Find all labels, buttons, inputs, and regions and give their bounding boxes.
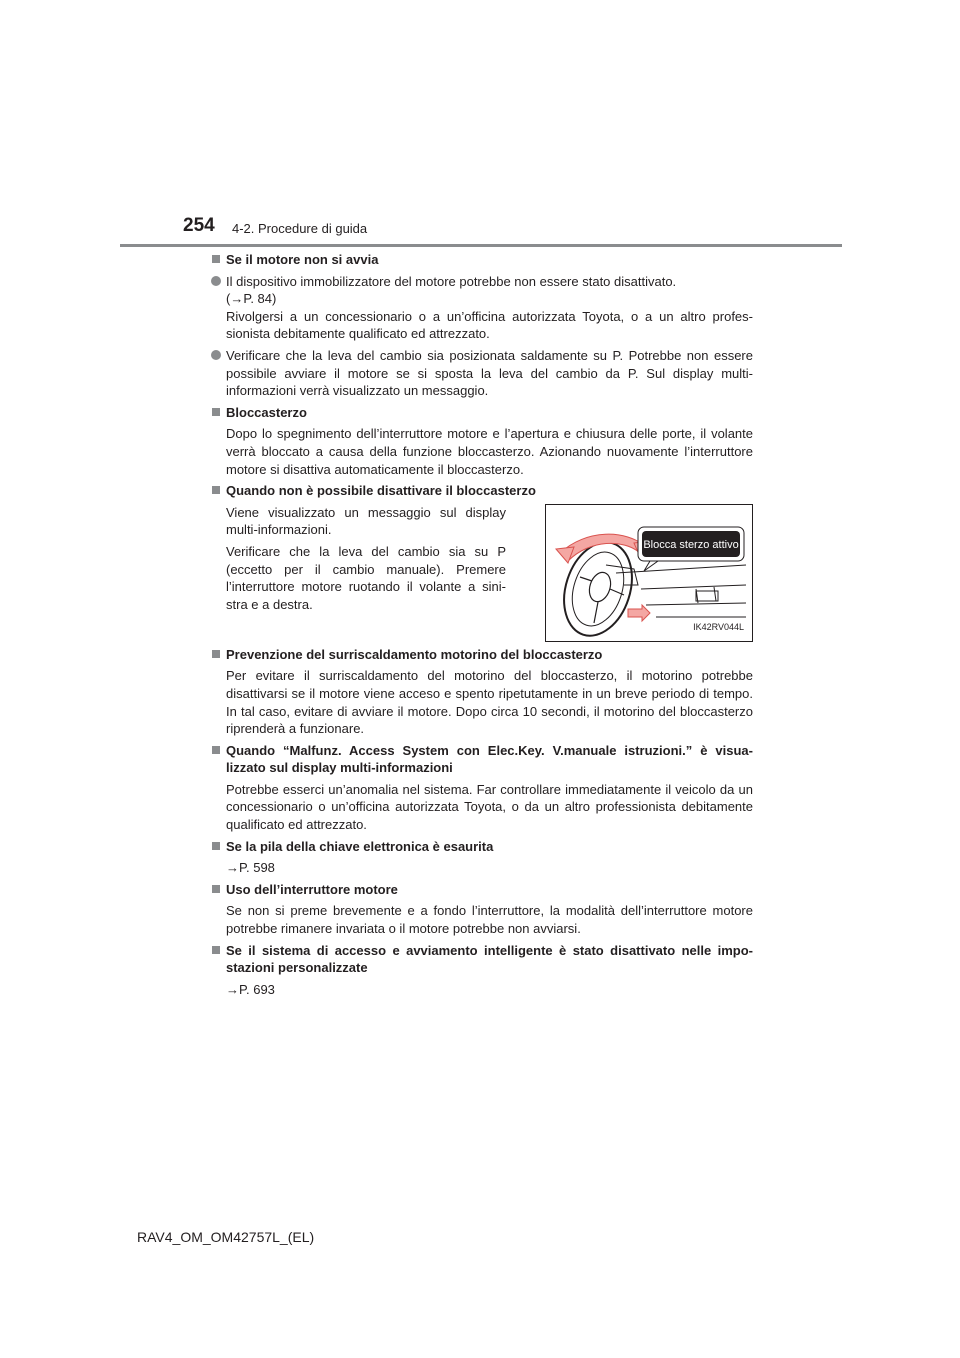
paragraph-access-system-malfunction: Potrebbe esserci un’anomalia nel sistema. Far controllare immediatamente il veicolo da un concessionario o un’officina autorizzata Toyota, o da un altro professionista debitamente qualificato ed attrezzato. [226,781,753,833]
round-bullet-icon [211,276,221,286]
heading-text: Se la pila della chiave elettronica è esaurita [226,838,494,854]
heading-text: Se il sistema di accesso e avviamento intelligente è stato disattivato nelle impo-stazioni personalizzate [226,942,753,976]
figure-message: Blocca sterzo attivo [643,538,739,551]
heading-smart-system-disabled [211,942,753,977]
heading-text: Se il motore non si avvia [226,252,379,267]
round-bullet-icon [211,350,221,360]
heading-text: Prevenzione del surriscaldamento motorino del bloccasterzo [226,646,603,662]
header-rule [120,244,842,247]
square-bullet-icon [212,946,220,954]
bullet-immobilizer [211,273,753,343]
footer-doc-code: RAV4_OM_OM42757L_(EL) [137,1229,315,1245]
heading-engine-not-starting [211,251,753,269]
paragraph-message-displayed: Viene visualizzato un messaggio sul display multi-informazioni. [226,504,506,538]
heading-text: Uso dell’interruttore motore [226,881,398,897]
bullet-text: Il dispositivo immobilizzatore del motore potrebbe non essere stato disattivato. (→P. 84) Rivolgersi a un concessionario o a un’officina autorizzata Toyota, o a un altro profes-sionista debitamente qualificato ed attrezzato. [226,273,753,342]
paragraph-release-instructions: Verificare che la leva del cambio sia su P (eccetto per il cambio manuale). Premere l’interruttore motore ruotando il volante a sini-stra e a destra. [226,543,506,612]
square-bullet-icon [212,408,220,416]
paragraph-motor-overheating: Per evitare il surriscaldamento del motorino del bloccasterzo, il motorino potrebbe disattivarsi se il motore viene acceso e spento ripetutamente in un breve periodo di tempo. In tal caso, evitare di avviare il motore. Dopo circa 10 secondi, il motorino del bloccasterzo riprenderà a funzionare. [226,668,753,737]
paragraph-steering-lock: Dopo lo spegnimento dell’interruttore motore e l’apertura e chiusura delle porte, il volante verrà bloccato a causa della funzione bloccasterzo. Azionando nuovamente l’interruttore motore si disattiva automaticamente il bloccasterzo. [226,426,753,477]
page-number: 254 [183,215,215,236]
page-reference[interactable]: →P. 693 [226,981,275,997]
square-bullet-icon [212,842,220,850]
page-reference[interactable]: →P. 598 [226,860,275,876]
square-bullet-icon [212,746,220,754]
heading-text: Bloccasterzo [226,404,307,420]
square-bullet-icon [212,486,220,494]
heading-steering-lock [211,404,753,422]
section-title: 4-2. Procedure di guida [232,221,368,236]
page-content [211,251,753,1002]
square-bullet-icon [212,885,220,893]
heading-text: Quando non è possibile disattivare il bloccasterzo [226,483,536,499]
heading-text: Quando “Malfunz. Access System con Elec.Key. V.manuale istruzioni.” è visua-lizzato sul display multi-informazioni [226,742,753,776]
heading-steering-lock-release [211,482,753,500]
figure-code: IK42RV044L [693,622,744,633]
bullet-shift-lever [211,347,753,400]
square-bullet-icon [212,255,220,263]
steering-lock-illustration [545,504,753,642]
bullet-text: Verificare che la leva del cambio sia posizionata saldamente su P. Potrebbe non essere possibile avviare il motore se si sposta la leva del cambio da P. Sul display multi-informazioni verrà visualizzato un messaggio. [226,347,753,399]
figure-row [211,504,753,642]
paragraph-engine-switch-use: Se non si preme brevemente e a fondo l’interruttore, la modalità dell’interruttore motore potrebbe rimanere invariata o il motore potrebbe non avviarsi. [226,903,753,937]
heading-access-system-malfunction [211,742,753,777]
heading-key-battery [211,838,753,856]
figure-text [211,504,506,618]
square-bullet-icon [212,650,220,658]
heading-motor-overheating [211,646,753,664]
heading-engine-switch-use [211,881,753,899]
